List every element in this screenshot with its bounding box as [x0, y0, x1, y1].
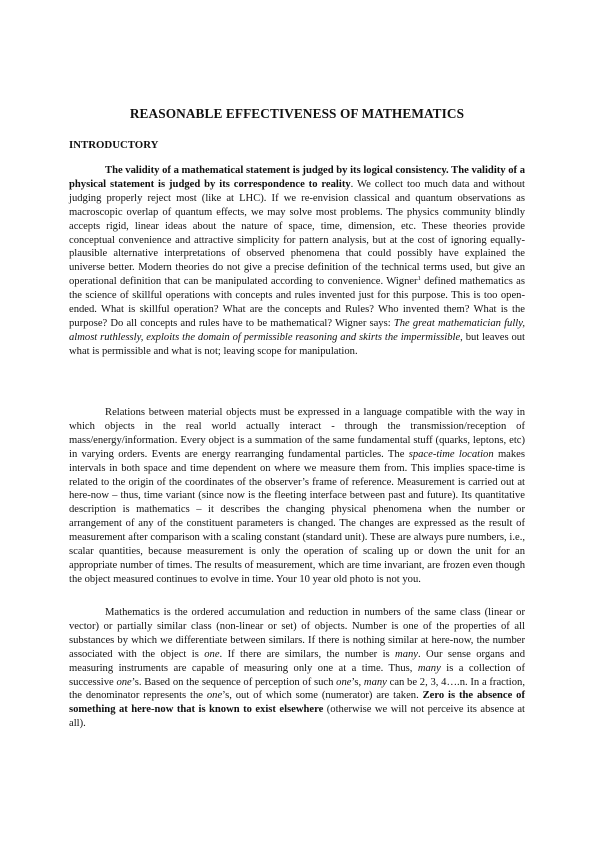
text-run: can be 2, 3, 4….n. In a fraction, the denominator represents the: [69, 676, 525, 702]
italic-term: many: [395, 648, 418, 660]
text-run: . If there are similars, the number is: [219, 648, 396, 660]
text-run: ’s, out of which some (numerator) are taken.: [222, 690, 423, 702]
italic-quote: The great mathematician fully, almost ruthlessly, exploits the domain of permissible reasoning and skirts the impermissible: [69, 317, 525, 343]
bold-sentence: Zero is the absence of something at here-now that is known to exist elsewhere: [69, 690, 525, 716]
text-run: ’s. Based on the sequence of perception of such: [131, 676, 337, 688]
text-run: defined mathematics as the science of skillful operations with concepts and rules invented just for this purpose. This is too open-ended. What is skillful operation? What are the concepts and Rules? Who invented them? What is the purpose? Do all concepts and rules have to be mathematical? Wigner says:: [69, 276, 525, 329]
paragraph-3: [69, 606, 525, 731]
italic-term: one: [116, 676, 132, 688]
italic-term: one: [204, 648, 220, 660]
italic-term: one: [336, 676, 352, 688]
page-title: REASONABLE EFFECTIVENESS OF MATHEMATICS: [129, 106, 465, 121]
text-run: is a collection of successive: [69, 662, 525, 688]
text-run: (otherwise we will not perceive its absence at all).: [69, 704, 525, 730]
text-run: makes intervals in both space and time dependent on where we measure them from. This implies space-time is related to the origin of the coordinates of the observer’s frame of reference. Measurement is carried out at here-now – thus, time variant (since now is the fleeting interface between past and future). Its quantitative description is mathematics – it describes the changing physical phenomena when the number or arrangement of any of the constituent parameters is changed. The changes are expressed as the result of measurement after comparison with a scaling constant (standard unit). These are always pure numbers, i.e., scalar quantities, because measurement is only the operation of scaling up or down the unit for an appropriate number of times. The results of measurement, which are time invariant, are frozen even though the object measured continues to evolve in time. Your 10 year old photo is not you.: [69, 448, 526, 585]
paragraph-1: [69, 164, 525, 359]
footnote-marker: 1: [417, 275, 421, 283]
text-run: , but leaves out what is permissible and what is not; leaving scope for manipulation.: [69, 331, 526, 357]
text-run: Relations between material objects must be expressed in a language compatible with the way in which objects in the real world actually interact - through the transmission/reception of mass/energy/information. Every object is a summation of the same fundamental stuff (quarks, leptons, etc) in varying orders. Events are energy rearranging fundamental particles. The: [69, 407, 525, 460]
italic-term: many: [417, 662, 441, 674]
bold-sentence: The validity of a mathematical statement is judged by its logical consistency. The validity of a physical statement is judged by its correspondence to reality: [69, 165, 526, 190]
italic-term: many: [363, 676, 387, 688]
text-run: . We collect too much data and without judging properly reject most (like at LHC). If we re-envision classical and quantum observations as macroscopic overlap of quantum effects, we may solve most problems. The physics community blindly accepts rigid, linear ideas about the nature of space, time, dimension, etc. These theories provide conceptual convenience and attractive simplicity for pattern analysis, but at the cost of ignoring equally-plausible alternative interpretations of observed phenomena that could possibly have explained the universe better. Modern theories do not give a precise definition of the technical terms used, but give an operational definition that can be manipulated according to convenience. Wigner: [69, 178, 525, 288]
italic-term: space-time location: [408, 448, 494, 460]
paragraph-2: [69, 406, 525, 587]
italic-term: one: [206, 690, 223, 702]
text-run: . Our sense organs and measuring instruments are capable of measuring only one at a time. Thus,: [69, 648, 525, 674]
text-run: ’s,: [351, 676, 364, 688]
text-run: Mathematics is the ordered accumulation and reduction in numbers of the same class (linear or vector) or partially similar class (non-linear or set) of objects. Number is one of the properties of all substances by which we differentiate between similars. If there is nothing similar at here-now, the number associated with the object is: [69, 607, 525, 660]
section-heading: INTRODUCTORY: [69, 139, 159, 151]
